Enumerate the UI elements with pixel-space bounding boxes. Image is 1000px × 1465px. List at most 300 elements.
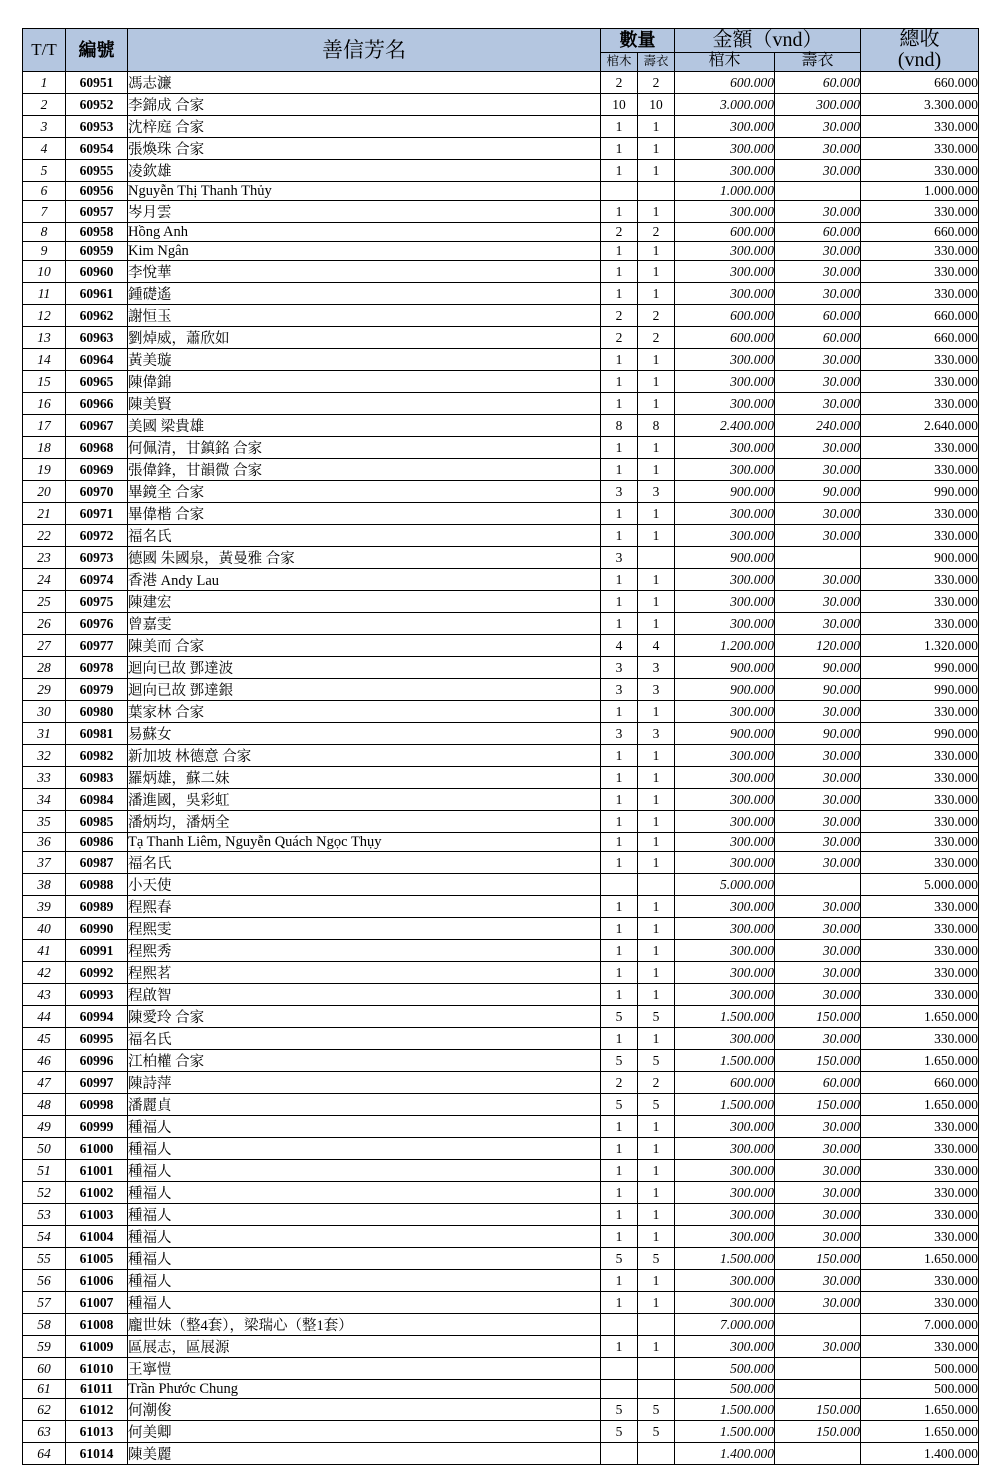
row-qty-coffin bbox=[601, 1380, 638, 1399]
row-qty-coffin: 1 bbox=[601, 138, 638, 160]
row-qty-coffin: 1 bbox=[601, 261, 638, 283]
row-amount-coffin: 300.000 bbox=[675, 962, 775, 984]
row-amount-shroud: 30.000 bbox=[775, 811, 861, 833]
row-qty-coffin: 1 bbox=[601, 701, 638, 723]
row-qty-shroud: 1 bbox=[638, 1116, 675, 1138]
row-code: 60977 bbox=[66, 635, 128, 657]
row-total: 1.650.000 bbox=[861, 1050, 979, 1072]
row-name: Kim Ngân bbox=[128, 242, 601, 261]
row-amount-shroud: 30.000 bbox=[775, 1138, 861, 1160]
row-index: 51 bbox=[23, 1160, 66, 1182]
donations-table bbox=[22, 28, 979, 1465]
row-total: 330.000 bbox=[861, 1182, 979, 1204]
row-code: 60978 bbox=[66, 657, 128, 679]
row-amount-shroud: 30.000 bbox=[775, 591, 861, 613]
table-row bbox=[23, 223, 979, 242]
row-name: 種福人 bbox=[128, 1204, 601, 1226]
row-total: 330.000 bbox=[861, 242, 979, 261]
row-amount-shroud: 90.000 bbox=[775, 657, 861, 679]
row-code: 60960 bbox=[66, 261, 128, 283]
row-amount-coffin: 300.000 bbox=[675, 1182, 775, 1204]
table-row bbox=[23, 201, 979, 223]
row-amount-coffin: 1.500.000 bbox=[675, 1399, 775, 1421]
row-qty-shroud bbox=[638, 874, 675, 896]
row-amount-coffin: 300.000 bbox=[675, 459, 775, 481]
row-name: 陳美而 合家 bbox=[128, 635, 601, 657]
row-code: 60952 bbox=[66, 94, 128, 116]
row-qty-shroud: 1 bbox=[638, 789, 675, 811]
row-amount-shroud: 30.000 bbox=[775, 393, 861, 415]
row-amount-shroud: 30.000 bbox=[775, 1028, 861, 1050]
header-qty-coffin: 棺木 bbox=[601, 52, 638, 71]
row-qty-coffin bbox=[601, 874, 638, 896]
row-qty-shroud: 1 bbox=[638, 1336, 675, 1358]
row-name: 李錦成 合家 bbox=[128, 94, 601, 116]
header-row-top bbox=[23, 29, 979, 53]
row-qty-shroud: 1 bbox=[638, 852, 675, 874]
table-row bbox=[23, 459, 979, 481]
row-code: 60986 bbox=[66, 833, 128, 852]
row-total: 330.000 bbox=[861, 160, 979, 182]
table-row bbox=[23, 349, 979, 371]
row-total: 330.000 bbox=[861, 1204, 979, 1226]
row-name: 李悅華 bbox=[128, 261, 601, 283]
row-qty-coffin: 3 bbox=[601, 657, 638, 679]
row-amount-shroud: 30.000 bbox=[775, 962, 861, 984]
row-qty-coffin: 1 bbox=[601, 789, 638, 811]
row-code: 60983 bbox=[66, 767, 128, 789]
table-row bbox=[23, 525, 979, 547]
row-total: 330.000 bbox=[861, 1160, 979, 1182]
row-amount-shroud: 30.000 bbox=[775, 789, 861, 811]
row-amount-shroud: 120.000 bbox=[775, 635, 861, 657]
table-row bbox=[23, 1270, 979, 1292]
row-total: 330.000 bbox=[861, 940, 979, 962]
row-qty-coffin: 1 bbox=[601, 459, 638, 481]
row-amount-shroud: 30.000 bbox=[775, 261, 861, 283]
row-index: 8 bbox=[23, 223, 66, 242]
row-code: 60994 bbox=[66, 1006, 128, 1028]
row-qty-shroud: 1 bbox=[638, 962, 675, 984]
table-row bbox=[23, 591, 979, 613]
row-amount-shroud: 30.000 bbox=[775, 116, 861, 138]
row-qty-coffin: 1 bbox=[601, 1270, 638, 1292]
row-code: 61014 bbox=[66, 1443, 128, 1465]
row-amount-shroud: 30.000 bbox=[775, 833, 861, 852]
row-code: 60984 bbox=[66, 789, 128, 811]
row-amount-coffin: 300.000 bbox=[675, 116, 775, 138]
row-total: 330.000 bbox=[861, 525, 979, 547]
table-row bbox=[23, 305, 979, 327]
row-qty-coffin: 4 bbox=[601, 635, 638, 657]
row-amount-shroud: 150.000 bbox=[775, 1094, 861, 1116]
row-qty-shroud: 3 bbox=[638, 679, 675, 701]
row-qty-shroud: 1 bbox=[638, 767, 675, 789]
row-amount-coffin: 300.000 bbox=[675, 940, 775, 962]
row-index: 56 bbox=[23, 1270, 66, 1292]
row-amount-coffin: 1.500.000 bbox=[675, 1006, 775, 1028]
row-code: 60987 bbox=[66, 852, 128, 874]
row-code: 60982 bbox=[66, 745, 128, 767]
row-amount-coffin: 300.000 bbox=[675, 833, 775, 852]
header-code: 編號 bbox=[66, 29, 128, 72]
row-index: 41 bbox=[23, 940, 66, 962]
header-total-line2: (vnd) bbox=[897, 49, 942, 71]
row-code: 60980 bbox=[66, 701, 128, 723]
row-total: 330.000 bbox=[861, 1028, 979, 1050]
row-amount-coffin: 300.000 bbox=[675, 138, 775, 160]
row-index: 26 bbox=[23, 613, 66, 635]
row-index: 9 bbox=[23, 242, 66, 261]
table-row bbox=[23, 940, 979, 962]
row-code: 61004 bbox=[66, 1226, 128, 1248]
row-amount-shroud bbox=[775, 182, 861, 201]
row-amount-coffin: 300.000 bbox=[675, 160, 775, 182]
row-code: 60964 bbox=[66, 349, 128, 371]
row-qty-shroud: 1 bbox=[638, 811, 675, 833]
row-total: 500.000 bbox=[861, 1380, 979, 1399]
row-qty-coffin: 1 bbox=[601, 503, 638, 525]
row-name: 曾嘉雯 bbox=[128, 613, 601, 635]
row-qty-shroud: 1 bbox=[638, 591, 675, 613]
row-amount-shroud bbox=[775, 1314, 861, 1336]
row-qty-shroud: 1 bbox=[638, 349, 675, 371]
row-amount-coffin: 300.000 bbox=[675, 1160, 775, 1182]
row-amount-coffin: 300.000 bbox=[675, 1292, 775, 1314]
row-index: 37 bbox=[23, 852, 66, 874]
row-amount-coffin: 300.000 bbox=[675, 393, 775, 415]
table-row bbox=[23, 1160, 979, 1182]
row-qty-shroud: 2 bbox=[638, 72, 675, 94]
table-row bbox=[23, 745, 979, 767]
row-qty-coffin: 1 bbox=[601, 349, 638, 371]
row-qty-coffin: 1 bbox=[601, 525, 638, 547]
row-amount-coffin: 300.000 bbox=[675, 525, 775, 547]
row-amount-coffin: 300.000 bbox=[675, 1028, 775, 1050]
row-total: 5.000.000 bbox=[861, 874, 979, 896]
row-qty-shroud: 3 bbox=[638, 481, 675, 503]
row-index: 7 bbox=[23, 201, 66, 223]
table-row bbox=[23, 918, 979, 940]
table-row bbox=[23, 371, 979, 393]
row-qty-coffin: 1 bbox=[601, 962, 638, 984]
row-amount-shroud: 30.000 bbox=[775, 940, 861, 962]
table-row bbox=[23, 723, 979, 745]
row-total: 330.000 bbox=[861, 591, 979, 613]
row-index: 21 bbox=[23, 503, 66, 525]
row-index: 13 bbox=[23, 327, 66, 349]
row-qty-coffin: 1 bbox=[601, 591, 638, 613]
table-row bbox=[23, 182, 979, 201]
header-total-line1: 總收 bbox=[899, 28, 940, 50]
row-qty-coffin: 1 bbox=[601, 1226, 638, 1248]
row-amount-shroud: 30.000 bbox=[775, 1116, 861, 1138]
row-name: 陳美麗 bbox=[128, 1443, 601, 1465]
row-qty-shroud: 2 bbox=[638, 305, 675, 327]
row-index: 28 bbox=[23, 657, 66, 679]
row-code: 60976 bbox=[66, 613, 128, 635]
row-amount-coffin: 300.000 bbox=[675, 242, 775, 261]
row-code: 61002 bbox=[66, 1182, 128, 1204]
row-total: 7.000.000 bbox=[861, 1314, 979, 1336]
row-index: 59 bbox=[23, 1336, 66, 1358]
row-index: 45 bbox=[23, 1028, 66, 1050]
row-amount-coffin: 300.000 bbox=[675, 701, 775, 723]
row-code: 60955 bbox=[66, 160, 128, 182]
row-name: 畢偉楷 合家 bbox=[128, 503, 601, 525]
row-amount-coffin: 300.000 bbox=[675, 1270, 775, 1292]
row-amount-shroud: 60.000 bbox=[775, 1072, 861, 1094]
table-row bbox=[23, 94, 979, 116]
row-qty-coffin: 5 bbox=[601, 1421, 638, 1443]
row-total: 330.000 bbox=[861, 437, 979, 459]
row-total: 660.000 bbox=[861, 1072, 979, 1094]
row-name: 程熙雯 bbox=[128, 918, 601, 940]
row-code: 60956 bbox=[66, 182, 128, 201]
row-amount-shroud: 60.000 bbox=[775, 223, 861, 242]
table-row bbox=[23, 1292, 979, 1314]
row-qty-shroud: 1 bbox=[638, 1160, 675, 1182]
row-name: 龐世妹（整4套），梁瑞心（整1套） bbox=[128, 1314, 601, 1336]
row-index: 39 bbox=[23, 896, 66, 918]
row-total: 330.000 bbox=[861, 349, 979, 371]
row-index: 50 bbox=[23, 1138, 66, 1160]
row-amount-shroud: 150.000 bbox=[775, 1421, 861, 1443]
row-code: 61001 bbox=[66, 1160, 128, 1182]
row-qty-coffin: 1 bbox=[601, 1182, 638, 1204]
row-total: 1.650.000 bbox=[861, 1006, 979, 1028]
row-amount-shroud: 60.000 bbox=[775, 327, 861, 349]
row-amount-coffin: 300.000 bbox=[675, 852, 775, 874]
row-qty-coffin bbox=[601, 182, 638, 201]
row-name: 張偉鋒，甘韻微 合家 bbox=[128, 459, 601, 481]
row-amount-coffin: 300.000 bbox=[675, 261, 775, 283]
row-amount-shroud: 30.000 bbox=[775, 459, 861, 481]
row-total: 330.000 bbox=[861, 283, 979, 305]
row-index: 48 bbox=[23, 1094, 66, 1116]
table-row bbox=[23, 327, 979, 349]
row-amount-shroud: 30.000 bbox=[775, 701, 861, 723]
row-name: 程熙茗 bbox=[128, 962, 601, 984]
row-total: 990.000 bbox=[861, 723, 979, 745]
row-qty-shroud: 10 bbox=[638, 94, 675, 116]
row-index: 19 bbox=[23, 459, 66, 481]
table-row bbox=[23, 242, 979, 261]
row-name: 何潮俊 bbox=[128, 1399, 601, 1421]
row-total: 900.000 bbox=[861, 547, 979, 569]
row-name: Trần Phước Chung bbox=[128, 1380, 601, 1399]
table-row bbox=[23, 1072, 979, 1094]
row-amount-shroud bbox=[775, 1358, 861, 1380]
row-qty-shroud: 4 bbox=[638, 635, 675, 657]
row-qty-coffin: 2 bbox=[601, 223, 638, 242]
row-code: 60999 bbox=[66, 1116, 128, 1138]
row-code: 60970 bbox=[66, 481, 128, 503]
row-qty-coffin: 1 bbox=[601, 1292, 638, 1314]
row-total: 330.000 bbox=[861, 503, 979, 525]
header-qty-group: 數量 bbox=[601, 29, 675, 53]
row-total: 660.000 bbox=[861, 327, 979, 349]
row-amount-coffin: 300.000 bbox=[675, 371, 775, 393]
row-qty-coffin: 1 bbox=[601, 984, 638, 1006]
row-qty-coffin: 10 bbox=[601, 94, 638, 116]
row-qty-shroud: 1 bbox=[638, 160, 675, 182]
row-name: 羅炳雄，蘇二妹 bbox=[128, 767, 601, 789]
row-amount-shroud: 30.000 bbox=[775, 767, 861, 789]
row-total: 330.000 bbox=[861, 459, 979, 481]
row-name: 福名氏 bbox=[128, 852, 601, 874]
row-amount-shroud: 300.000 bbox=[775, 94, 861, 116]
row-amount-shroud: 30.000 bbox=[775, 896, 861, 918]
row-amount-coffin: 900.000 bbox=[675, 657, 775, 679]
row-qty-shroud bbox=[638, 547, 675, 569]
row-amount-coffin: 2.400.000 bbox=[675, 415, 775, 437]
row-amount-coffin: 300.000 bbox=[675, 1226, 775, 1248]
row-name: 陳偉錦 bbox=[128, 371, 601, 393]
row-amount-shroud: 30.000 bbox=[775, 852, 861, 874]
row-amount-shroud: 30.000 bbox=[775, 1226, 861, 1248]
row-qty-shroud: 5 bbox=[638, 1421, 675, 1443]
row-index: 11 bbox=[23, 283, 66, 305]
row-qty-shroud: 2 bbox=[638, 1072, 675, 1094]
row-code: 61007 bbox=[66, 1292, 128, 1314]
row-amount-shroud: 30.000 bbox=[775, 371, 861, 393]
row-code: 60992 bbox=[66, 962, 128, 984]
table-row bbox=[23, 1248, 979, 1270]
row-amount-shroud: 90.000 bbox=[775, 481, 861, 503]
row-total: 330.000 bbox=[861, 261, 979, 283]
row-index: 42 bbox=[23, 962, 66, 984]
row-amount-coffin: 600.000 bbox=[675, 72, 775, 94]
row-code: 60967 bbox=[66, 415, 128, 437]
row-amount-coffin: 500.000 bbox=[675, 1358, 775, 1380]
header-amt-shroud: 壽衣 bbox=[775, 52, 861, 71]
row-amount-shroud bbox=[775, 1380, 861, 1399]
row-amount-coffin: 1.000.000 bbox=[675, 182, 775, 201]
row-total: 1.650.000 bbox=[861, 1094, 979, 1116]
header-total bbox=[861, 29, 979, 72]
row-index: 32 bbox=[23, 745, 66, 767]
row-code: 60968 bbox=[66, 437, 128, 459]
table-row bbox=[23, 852, 979, 874]
row-amount-coffin: 300.000 bbox=[675, 201, 775, 223]
row-qty-coffin: 1 bbox=[601, 116, 638, 138]
row-qty-coffin: 5 bbox=[601, 1094, 638, 1116]
row-index: 60 bbox=[23, 1358, 66, 1380]
row-name: 岑月雲 bbox=[128, 201, 601, 223]
row-amount-shroud: 30.000 bbox=[775, 1182, 861, 1204]
row-qty-shroud: 1 bbox=[638, 503, 675, 525]
row-index: 33 bbox=[23, 767, 66, 789]
row-total: 330.000 bbox=[861, 984, 979, 1006]
row-code: 60997 bbox=[66, 1072, 128, 1094]
row-total: 330.000 bbox=[861, 116, 979, 138]
row-amount-shroud: 30.000 bbox=[775, 918, 861, 940]
row-name: 德國 朱國泉，黃曼雅 合家 bbox=[128, 547, 601, 569]
row-qty-coffin bbox=[601, 1314, 638, 1336]
row-qty-shroud: 1 bbox=[638, 833, 675, 852]
row-qty-coffin: 1 bbox=[601, 745, 638, 767]
row-total: 330.000 bbox=[861, 138, 979, 160]
row-name: 王寧愷 bbox=[128, 1358, 601, 1380]
row-name: 凌欽雄 bbox=[128, 160, 601, 182]
row-qty-shroud: 8 bbox=[638, 415, 675, 437]
row-total: 330.000 bbox=[861, 201, 979, 223]
row-qty-coffin: 2 bbox=[601, 327, 638, 349]
row-name: 種福人 bbox=[128, 1270, 601, 1292]
row-amount-coffin: 600.000 bbox=[675, 305, 775, 327]
row-total: 1.000.000 bbox=[861, 182, 979, 201]
row-code: 60991 bbox=[66, 940, 128, 962]
row-qty-coffin: 1 bbox=[601, 1160, 638, 1182]
row-amount-shroud: 60.000 bbox=[775, 72, 861, 94]
row-index: 25 bbox=[23, 591, 66, 613]
row-amount-coffin: 1.400.000 bbox=[675, 1443, 775, 1465]
row-amount-shroud: 30.000 bbox=[775, 1270, 861, 1292]
row-code: 60973 bbox=[66, 547, 128, 569]
row-total: 330.000 bbox=[861, 745, 979, 767]
table-row bbox=[23, 635, 979, 657]
row-total: 330.000 bbox=[861, 1138, 979, 1160]
row-code: 61008 bbox=[66, 1314, 128, 1336]
row-amount-coffin: 900.000 bbox=[675, 679, 775, 701]
row-index: 43 bbox=[23, 984, 66, 1006]
row-total: 1.650.000 bbox=[861, 1399, 979, 1421]
row-index: 6 bbox=[23, 182, 66, 201]
row-total: 990.000 bbox=[861, 481, 979, 503]
table-row bbox=[23, 481, 979, 503]
row-qty-shroud: 1 bbox=[638, 701, 675, 723]
table-row bbox=[23, 701, 979, 723]
table-row bbox=[23, 283, 979, 305]
row-amount-coffin: 900.000 bbox=[675, 481, 775, 503]
row-code: 60995 bbox=[66, 1028, 128, 1050]
row-qty-shroud: 1 bbox=[638, 1182, 675, 1204]
row-amount-shroud: 30.000 bbox=[775, 569, 861, 591]
row-name: 劉焯威，蕭欣如 bbox=[128, 327, 601, 349]
row-amount-coffin: 1.200.000 bbox=[675, 635, 775, 657]
row-total: 330.000 bbox=[861, 962, 979, 984]
row-qty-coffin: 1 bbox=[601, 569, 638, 591]
table-row bbox=[23, 833, 979, 852]
row-qty-shroud: 3 bbox=[638, 723, 675, 745]
row-amount-coffin: 300.000 bbox=[675, 789, 775, 811]
row-amount-shroud: 150.000 bbox=[775, 1248, 861, 1270]
row-qty-coffin: 1 bbox=[601, 393, 638, 415]
row-qty-shroud: 1 bbox=[638, 371, 675, 393]
row-amount-coffin: 300.000 bbox=[675, 1336, 775, 1358]
row-amount-shroud: 150.000 bbox=[775, 1050, 861, 1072]
row-code: 60990 bbox=[66, 918, 128, 940]
row-qty-coffin bbox=[601, 1358, 638, 1380]
row-index: 27 bbox=[23, 635, 66, 657]
row-code: 60969 bbox=[66, 459, 128, 481]
row-qty-coffin: 3 bbox=[601, 723, 638, 745]
row-code: 60953 bbox=[66, 116, 128, 138]
row-amount-coffin: 5.000.000 bbox=[675, 874, 775, 896]
row-qty-coffin: 1 bbox=[601, 1204, 638, 1226]
row-amount-coffin: 300.000 bbox=[675, 984, 775, 1006]
row-total: 330.000 bbox=[861, 1116, 979, 1138]
row-name: 潘麗貞 bbox=[128, 1094, 601, 1116]
row-name: 程啟智 bbox=[128, 984, 601, 1006]
row-amount-shroud: 30.000 bbox=[775, 138, 861, 160]
row-index: 23 bbox=[23, 547, 66, 569]
row-total: 330.000 bbox=[861, 833, 979, 852]
row-name: 種福人 bbox=[128, 1226, 601, 1248]
row-amount-shroud: 30.000 bbox=[775, 745, 861, 767]
table-row bbox=[23, 984, 979, 1006]
